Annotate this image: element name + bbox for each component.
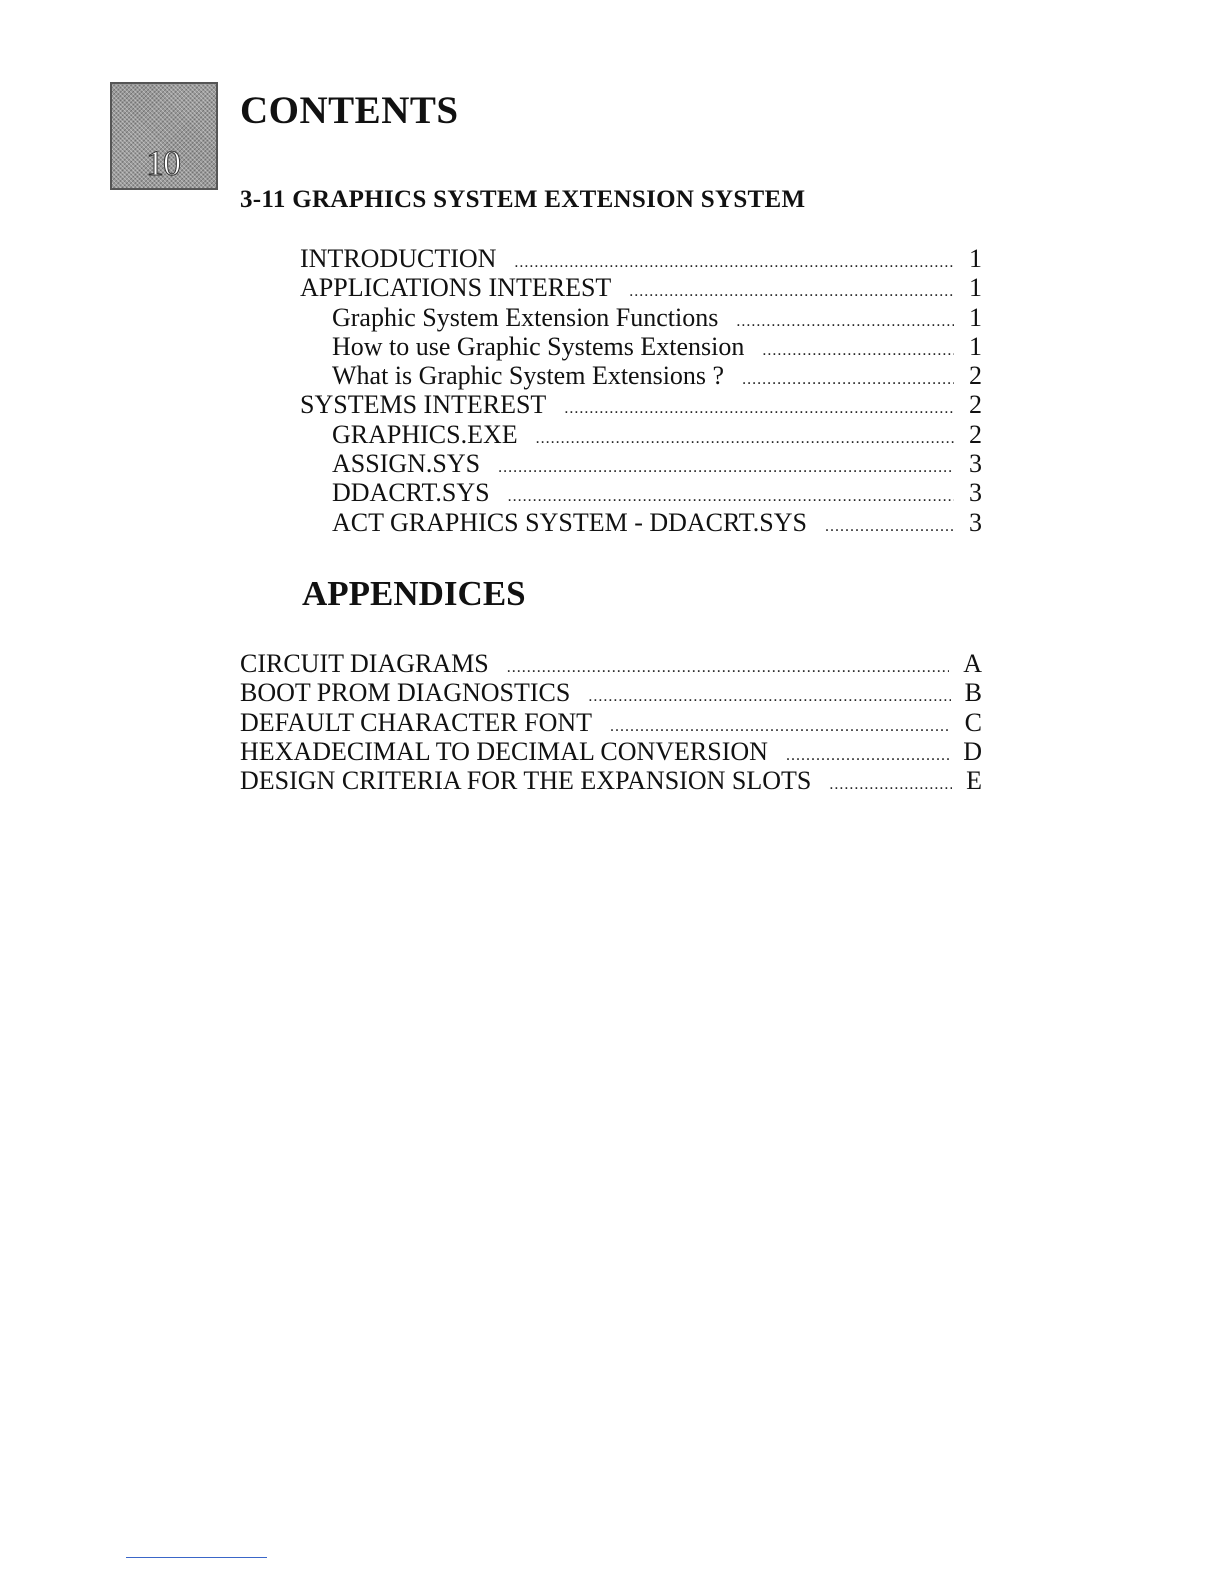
appendix-entry[interactable] (240, 708, 982, 737)
chapter-tab (110, 82, 218, 190)
toc-entry[interactable] (300, 244, 982, 273)
toc-entry-label: Graphic System Extension Functions (332, 302, 719, 332)
appendix-entry-label: DEFAULT CHARACTER FONT (240, 707, 593, 737)
toc-entry-page: 1 (969, 273, 982, 303)
dot-leader (588, 682, 950, 711)
dot-leader (498, 453, 954, 482)
appendix-entry-label: CIRCUIT DIAGRAMS (240, 649, 489, 678)
appendix-entry-letter: D (963, 736, 982, 766)
toc-entry-label: INTRODUCTION (300, 244, 497, 273)
toc-subentry[interactable] (300, 361, 982, 390)
toc-subentry[interactable] (300, 478, 982, 507)
toc-subentry[interactable] (300, 449, 982, 478)
toc-entry-page: 1 (969, 244, 982, 273)
footer-rule (126, 1557, 267, 1558)
toc-entry-page: 3 (969, 449, 982, 479)
appendix-entry-label: HEXADECIMAL TO DECIMAL CONVERSION (240, 736, 768, 766)
appendix-entry-label: DESIGN CRITERIA FOR THE EXPANSION SLOTS (240, 766, 812, 796)
dot-leader (736, 307, 954, 336)
toc-entry[interactable] (300, 273, 982, 302)
section-toc (300, 244, 982, 537)
toc-entry-page: 2 (969, 419, 982, 449)
appendix-entry[interactable] (240, 649, 982, 678)
dot-leader (762, 336, 954, 365)
page-title: CONTENTS (240, 89, 459, 132)
toc-entry-page: 3 (969, 478, 982, 508)
appendix-entry-label: BOOT PROM DIAGNOSTICS (240, 678, 571, 708)
toc-entry-label: ACT GRAPHICS SYSTEM - DDACRT.SYS (332, 507, 807, 537)
dot-leader (507, 653, 950, 682)
dot-leader (742, 365, 954, 394)
appendices-toc (240, 649, 982, 795)
toc-entry-page: 3 (969, 507, 982, 537)
appendix-entry-letter: E (966, 766, 982, 796)
toc-entry-label: GRAPHICS.EXE (332, 419, 518, 449)
dot-leader (536, 424, 954, 453)
dot-leader (564, 394, 954, 423)
toc-subentry[interactable] (300, 420, 982, 449)
toc-entry-page: 1 (969, 302, 982, 332)
toc-entry-label: SYSTEMS INTEREST (300, 390, 547, 420)
chapter-number: 10 (146, 143, 180, 183)
toc-subentry[interactable] (300, 508, 982, 537)
appendix-entry[interactable] (240, 737, 982, 766)
appendix-entry[interactable] (240, 678, 982, 707)
toc-subentry[interactable] (300, 303, 982, 332)
toc-entry-label: ASSIGN.SYS (332, 449, 481, 479)
appendix-entry-letter: B (964, 678, 982, 708)
appendices-title: APPENDICES (302, 574, 526, 613)
section-heading: 3-11 GRAPHICS SYSTEM EXTENSION SYSTEM (240, 186, 806, 213)
dot-leader (825, 512, 954, 541)
toc-entry-label: What is Graphic System Extensions ? (332, 361, 725, 391)
appendix-entry-letter: A (963, 649, 982, 678)
toc-entry-page: 2 (969, 361, 982, 391)
toc-subentry[interactable] (300, 332, 982, 361)
appendix-entry-letter: C (964, 707, 982, 737)
toc-entry-label: How to use Graphic Systems Extension (332, 331, 745, 361)
toc-entry[interactable] (300, 390, 982, 419)
toc-entry-label: APPLICATIONS INTEREST (300, 273, 612, 303)
toc-entry-page: 2 (969, 390, 982, 420)
toc-entry-label: DDACRT.SYS (332, 478, 490, 508)
appendix-entry[interactable] (240, 766, 982, 795)
toc-entry-page: 1 (969, 331, 982, 361)
dot-leader (829, 770, 952, 799)
